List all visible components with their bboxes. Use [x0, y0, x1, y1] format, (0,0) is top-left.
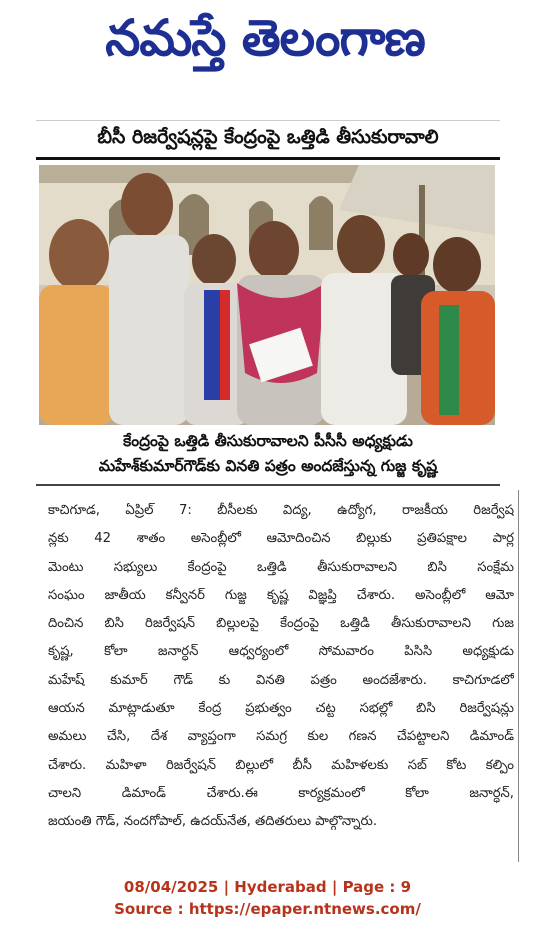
footer-source-link[interactable]: Source : https://epaper.ntnews.com/: [114, 900, 421, 918]
body-line: దించిన బిసి రిజర్వేషన్ బిల్లులపై కేంద్రంపై ఒత్తిడి తీసుకురావాలని గుజ: [48, 616, 514, 632]
body-line: జయంతి గౌడ్, నందగోపాల్, ఉదయ్‌నేత, తదితరులు పాల్గొన్నారు.: [48, 814, 378, 830]
caption-line-1: కేంద్రంపై ఒత్తిడి తీసుకురావాలని పీసీసీ అధ్యక్షుడు: [123, 432, 413, 450]
caption-line-2: మహేశ్‌కుమార్‌గౌడ్‌కు వినతి పత్రం అందజేస్తున్న గుజ్జ కృష్ణ: [98, 457, 438, 475]
body-line: న్లకు 42 శాతం అసెంబ్లీలో ఆమోదించిన బిల్లుకు ప్రతిపక్షాల పార్ల: [48, 531, 514, 547]
article-headline: బీసీ రిజర్వేషన్లపై కేంద్రంపై ఒత్తిడి తీసుకురావాలి: [36, 120, 500, 160]
photo-illustration: [39, 165, 495, 425]
body-line: ఆయన మాట్లాడుతూ కేంద్ర ప్రభుత్వం చట్ట సభల్లో బిసి రిజర్వేషన్లు: [48, 701, 514, 717]
body-line: సంఘం జాతీయ కన్వీనర్ గుజ్జ కృష్ణ విజ్ఞప్తి చేశారు. అసెంబ్లీలో ఆమో: [48, 587, 514, 603]
photo-caption: [36, 430, 500, 486]
page-footer: [0, 876, 535, 920]
body-line: కృష్ణ, కోలా జనార్ధన్ ఆధ్వర్యంలో సోమవారం పిసిసి అధ్యక్షుడు: [48, 644, 514, 660]
body-line: కాచిగూడ, ఏప్రిల్ 7: బీసీలకు విద్య, ఉద్యోగ, రాజకీయ రిజర్వేష: [48, 503, 514, 518]
newspaper-masthead: నమస్తే తెలంగాణ: [105, 8, 425, 67]
body-line: చేశారు. మహిళా రిజర్వేషన్ బిల్లులో బీసీ మహిళలకు సబ్ కోట కల్పిం: [48, 757, 514, 773]
article-photo: [39, 165, 495, 425]
body-line: అమలు చేసి, దేశ వ్యాప్తంగా సమగ్ర కుల గణన చేపట్టాలని డిమాండ్: [48, 729, 514, 745]
column-divider: [518, 490, 519, 862]
body-line: మెంటు సభ్యులు కేంద్రంపై ఒత్తిడి తీసుకురావాలని బిసి సంక్షేమ: [48, 559, 514, 575]
body-line: మహేష్ కుమార్ గౌడ్ కు వినతి పత్రం అందజేశారు. కాచిగూడలో: [48, 672, 514, 688]
footer-meta: 08/04/2025 | Hyderabad | Page : 9: [123, 878, 412, 896]
article-body: [48, 497, 514, 837]
body-line: చాలని డిమాండ్ చేశారు.ఈ కార్యక్రమంలో కోలా జనార్ధన్,: [48, 785, 514, 801]
